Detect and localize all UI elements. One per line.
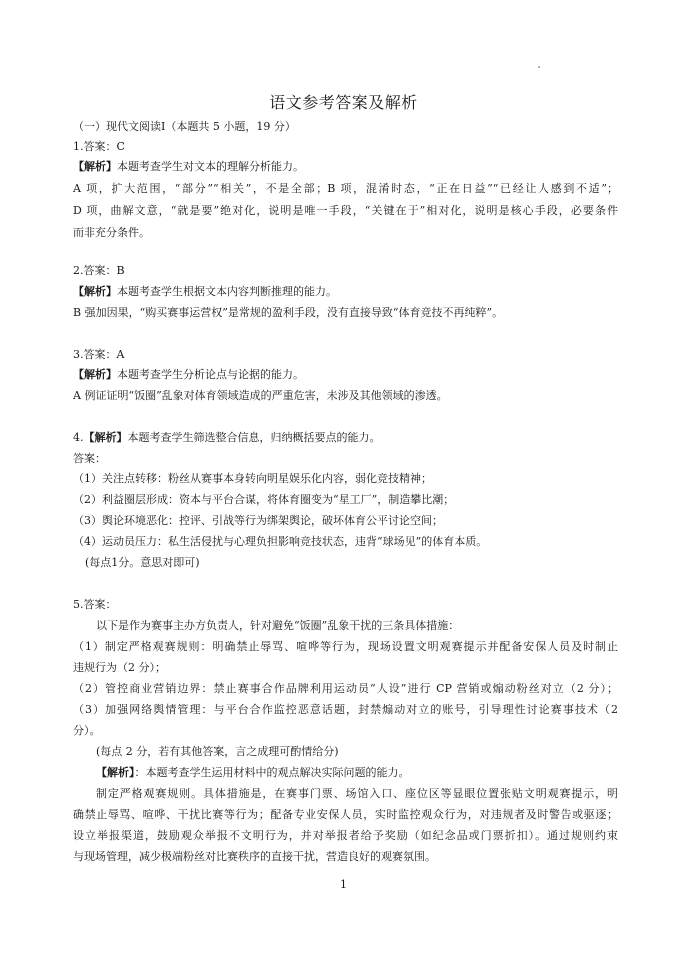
q2-explanation-line: B 强加因果，“购买赛事运营权”是常规的盈利手段，没有直接导致“体育竞技不再纯粹”。 xyxy=(73,306,504,319)
q5-scoring-note: (每点 2 分，若有其他答案，言之成理可酌情给分) xyxy=(96,745,339,758)
q1-analysis: 【解析】本题考查学生对文本的理解分析能力。 xyxy=(73,160,304,173)
section-heading: （一）现代文阅读Ⅰ（本题共 5 小题，19 分） xyxy=(73,120,296,133)
q5-measure-line: （2）管控商业营销边界：禁止赛事合作品牌利用运动员“人设”进行 CP 营销或煽动粉丝对立（2 分）； xyxy=(73,682,618,695)
q5-intro: 以下是作为赛事主办方负责人，针对避免“饭圈”乱象干扰的三条具体措施： xyxy=(96,619,460,632)
analysis-tag: 【解析】 xyxy=(73,368,117,381)
q4-scoring-note: (每点1分。意思对即可) xyxy=(85,556,200,569)
analysis-tag: 【解析】 xyxy=(83,431,128,444)
q5-paragraph-line: 设立举报渠道，鼓励观众举报不文明行为，并对举报者给予奖励（如纪念品或门票折扣）。通过规则约束 xyxy=(73,829,618,842)
q5-analysis: 【解析】：本题考查学生运用材料中的观点解决实际问题的能力。 xyxy=(96,766,410,779)
q5-paragraph-line: 与现场管理，减少极端粉丝对比赛秩序的直接干扰，营造良好的观赛氛围。 xyxy=(73,850,436,863)
q2-answer: 2.答案：B xyxy=(73,264,125,277)
q1-explanation-line: A 项，扩大范围，“部分”“相关”，不是全部；B 项，混淆时态，“正在日益”“已经让人感到不适”； xyxy=(73,182,618,195)
q4-number: 4. xyxy=(73,431,84,444)
q4-point: （1）关注点转移：粉丝从赛事本身转向明星娱乐化内容，弱化竞技精神； xyxy=(73,472,432,485)
header-mark xyxy=(538,66,540,68)
page-number: 1 xyxy=(340,878,347,891)
q3-analysis: 【解析】本题考查学生分析论点与论据的能力。 xyxy=(73,368,304,381)
analysis-tag: 【解析】 xyxy=(73,160,117,173)
q4-point: （2）利益圈层形成：资本与平台合谋，将体育圈变为“星工厂”，制造攀比潮； xyxy=(73,493,455,506)
page-title: 语文参考答案及解析 xyxy=(269,93,418,112)
q5-measure-line: （1）制定严格观赛规则：明确禁止辱骂、喧哗等行为，现场设置文明观赛提示并配备安保人员及时制止 xyxy=(73,640,618,653)
q2-analysis: 【解析】本题考查学生根据文本内容判断推理的能力。 xyxy=(73,285,337,298)
q3-explanation-line: A 例证证明“饭圈”乱象对体育领域造成的严重危害，未涉及其他领域的渗透。 xyxy=(73,389,448,402)
analysis-tag: 【解析】 xyxy=(96,766,135,779)
q5-paragraph-line: 制定严格观赛规则。具体措施是，在赛事门票、场馆入口、座位区等显眼位置张贴文明观赛提示，明 xyxy=(96,787,618,800)
q4-point: （3）舆论环境恶化：控评、引战等行为绑架舆论，破坏体育公平讨论空间； xyxy=(73,514,443,527)
q5-measure-line: 违规行为（2 分）； xyxy=(73,661,166,674)
q5-measure-line: （3）加强网络舆情管理：与平台合作监控恶意话题，封禁煽动对立的账号，引导理性讨论赛事技术（2 xyxy=(73,703,618,716)
q5-paragraph-line: 确禁止辱骂、喧哗、干扰比赛等行为；配备专业安保人员，实时监控观众行为，对违规者及时警告或驱逐； xyxy=(73,808,618,821)
analysis-tag: 【解析】 xyxy=(73,285,117,298)
q1-explanation-line: 而非充分条件。 xyxy=(73,226,150,239)
q4-point: （4）运动员压力：私生活侵扰与心理负担影响竞技状态，违背“球场见”的体育本质。 xyxy=(73,535,488,548)
q5-measure-line: 分）。 xyxy=(73,724,101,737)
q4-answer-label: 答案： xyxy=(73,452,106,465)
q3-answer: 3.答案：A xyxy=(73,348,125,361)
q1-explanation-line: D 项，曲解文意，“就是要”绝对化，说明是唯一手段，“关键在于”相对化，说明是核心手段，必要条件 xyxy=(73,204,618,217)
q1-answer: 1.答案：C xyxy=(73,140,125,153)
q5-answer: 5.答案： xyxy=(73,598,117,611)
q4-analysis: 4.【解析】本题考查学生筛选整合信息，归纳概括要点的能力。 xyxy=(73,431,381,444)
